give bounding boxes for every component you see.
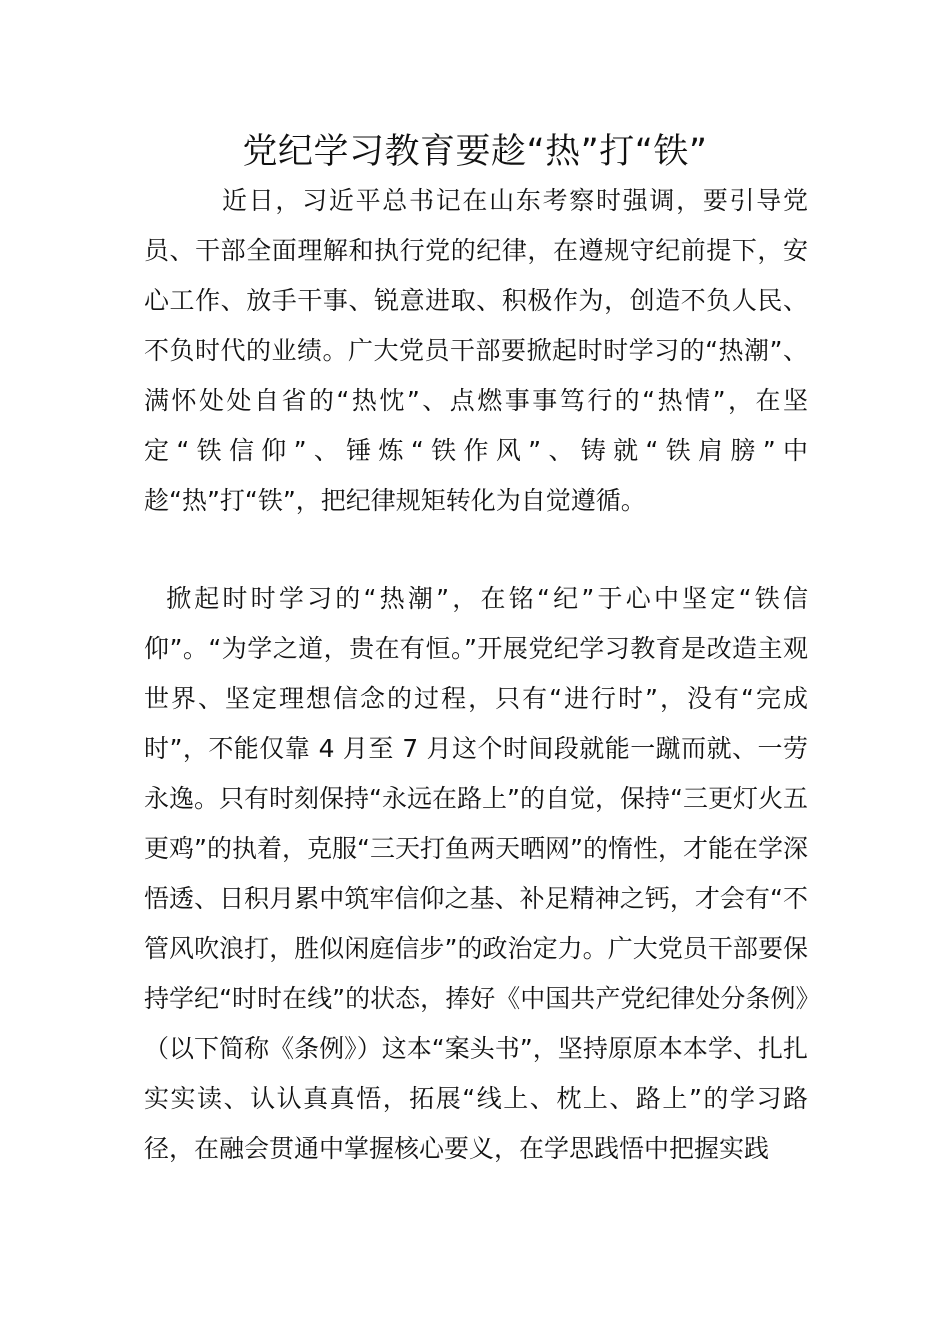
paragraph-1: 近日，习近平总书记在山东考察时强调，要引导党员、干部全面理解和执行党的纪律，在遵规守纪前提下，安心工作、放手干事、锐意进取、积极作为，创造不负人民、不负时代的业绩。广大党员干部要掀起时时学习的“热潮”、满怀处处自省的“热忱”、点燃事事笃行的“热情”，在坚定“铁信仰”、锤炼“铁作风”、铸就“铁肩膀”中趁“热”打“铁”，把纪律规矩转化为自觉遵循。 [144,186,808,515]
document-title: 党纪学习教育要趁“热”打“铁” [242,132,708,172]
paragraph-2: 掀起时时学习的“热潮”，在铭“纪”于心中坚定“铁信仰”。“为学之道，贵在有恒。”开展党纪学习教育是改造主观世界、坚定理想信念的过程，只有“进行时”，没有“完成时”，不能仅靠 4 月至 7 月这个时间段就能一蹴而就、一劳永逸。只有时刻保持“永远在路上”的自觉，保持“三更灯火五更鸡”的执着，克服“三天打鱼两天晒网”的惰性，才能在学深悟透、日积月累中筑牢信仰之基、补足精神之钙，才会有“不管风吹浪打，胜似闲庭信步”的政治定力。广大党员干部要保持学纪“时时在线”的状态，捧好《中国共产党纪律处分条例》（以下简称《条例》）这本“案头书”，坚持原原本本学、扎扎实实读、认认真真悟，拓展“线上、枕上、路上”的学习路径，在融会贯通中掌握核心要义，在学思践悟中把握实践 [144,584,808,1163]
